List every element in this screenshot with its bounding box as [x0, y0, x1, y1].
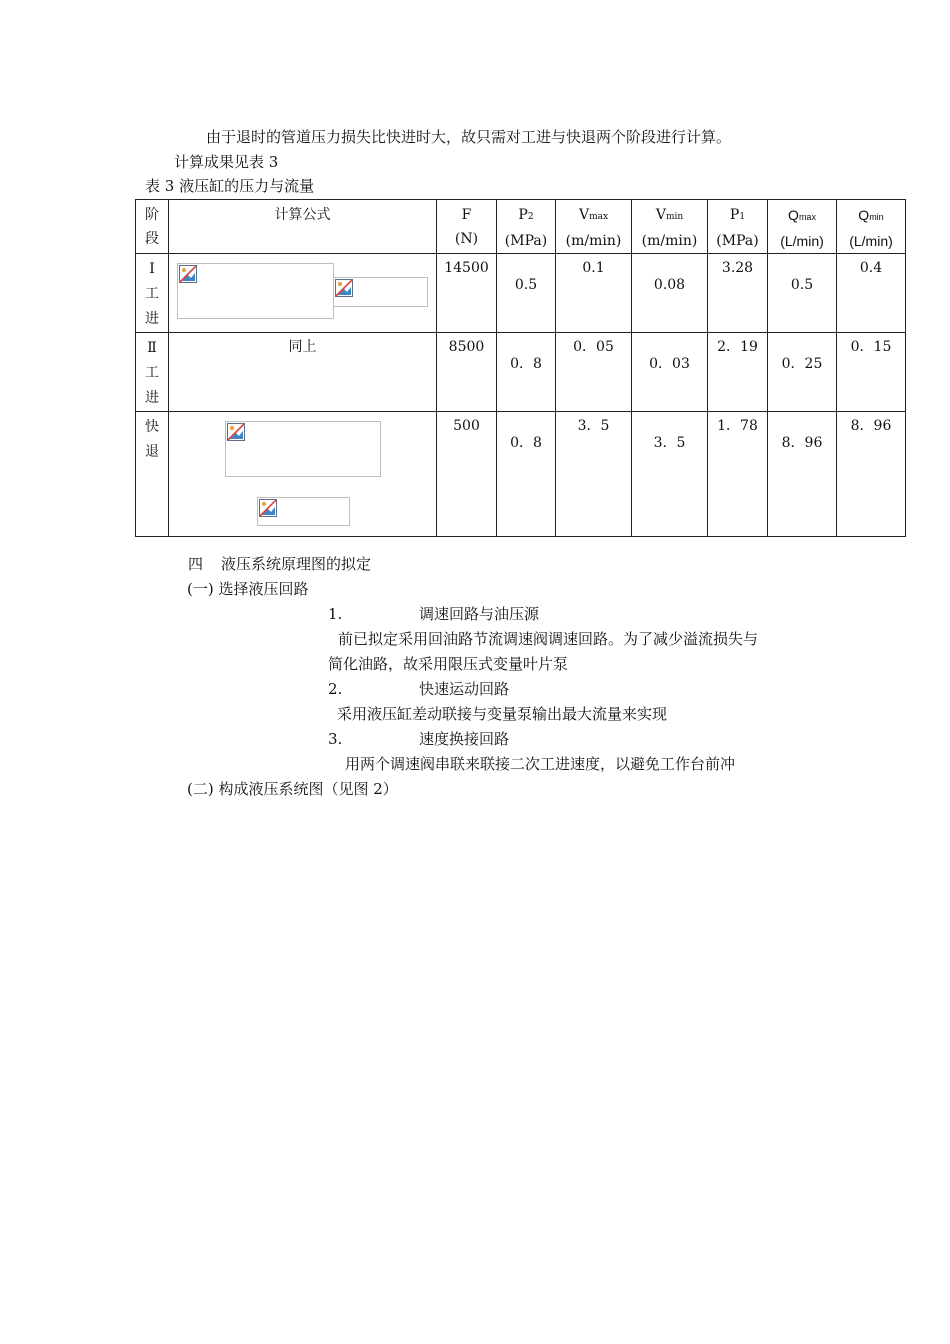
row2-stage-a: Ⅱ: [147, 340, 157, 356]
row1-qmax-value: 0.5: [790, 277, 814, 293]
header-vmax-unit: (m/min): [565, 233, 622, 249]
header-qmax-label: Q: [788, 207, 799, 223]
list-item-number: 1.: [328, 605, 343, 623]
row3-p2-value: 0．8: [510, 435, 542, 451]
row3-f-value: 500: [453, 418, 480, 434]
formula-image-frame: [333, 277, 428, 307]
row3-vmin: [632, 412, 708, 537]
row2-p1: [708, 333, 768, 412]
header-qmin-label: Q: [858, 207, 870, 223]
row2-f-value: 8500: [448, 339, 485, 355]
row3-vmax-value: 3．5: [577, 418, 610, 434]
row1-p2-value: 0.5: [514, 277, 538, 293]
header-p2: [497, 200, 556, 254]
row1-f: [437, 254, 497, 333]
header-p1-sub: 1: [739, 212, 746, 222]
section-heading-number: 四: [188, 555, 204, 573]
table-caption: 表 3 液压缸的压力与流量: [145, 177, 315, 195]
row3-qmin: [837, 412, 906, 537]
row1-stage-c: 进: [145, 311, 159, 327]
row3-vmin-value: 3．5: [653, 435, 686, 451]
header-vmax-label: V: [578, 207, 590, 223]
row2-vmax-value: 0．05: [573, 339, 614, 355]
header-p1: [708, 200, 768, 254]
row3-p1-value: 1．78: [717, 418, 758, 434]
row3-qmin-value: 8．96: [850, 418, 892, 434]
row1-p1: [708, 254, 768, 333]
list-item-number: 2.: [328, 680, 343, 698]
table-row: [136, 254, 906, 333]
row1-qmin-value: 0.4: [859, 260, 883, 276]
row2-vmin-value: 0．03: [649, 356, 690, 372]
header-vmin: [632, 200, 708, 254]
row1-stage-b: 工: [145, 286, 159, 302]
row1-vmax-value: 0.1: [582, 260, 605, 276]
header-qmax: [768, 200, 837, 254]
row1-vmin: [632, 254, 708, 333]
row2-stage: [136, 333, 169, 412]
header-p2-sub: 2: [527, 212, 534, 222]
list-item-body: 前已拟定采用回油路节流调速阀调速回路。为了减少溢流损失与: [338, 630, 759, 648]
row2-formula-text: 同上: [288, 339, 317, 355]
table-row: [136, 412, 906, 537]
row2-vmin: [632, 333, 708, 412]
section-heading: 液压系统原理图的拟定: [221, 555, 372, 573]
row3-stage-a: 快: [145, 419, 159, 435]
list-item-title: 调速回路与油压源: [419, 605, 540, 623]
row2-qmax-value: 0．25: [781, 356, 823, 372]
list-item-title: 快速运动回路: [419, 680, 510, 698]
table-row: [136, 333, 906, 412]
header-qmax-unit: (L/min): [780, 233, 824, 249]
header-p2-label: P: [518, 207, 528, 223]
formula-image-frame: [225, 421, 381, 477]
header-f-unit: (N): [454, 231, 479, 247]
row2-p2: [497, 333, 556, 412]
header-p1-unit: (MPa): [716, 233, 759, 249]
row3-qmax-value: 8．96: [781, 435, 823, 451]
broken-image-icon: [335, 279, 353, 297]
header-p2-unit: (MPa): [504, 233, 548, 249]
header-f-label: F: [461, 207, 472, 223]
row2-qmin-value: 0．15: [850, 339, 892, 355]
row3-f: [437, 412, 497, 537]
row1-vmax: [556, 254, 632, 333]
row3-stage-b: 退: [145, 444, 159, 460]
header-vmin-unit: (m/min): [641, 233, 698, 249]
table-header-row: [136, 200, 906, 254]
broken-image-icon: [179, 265, 197, 283]
row1-formula: [169, 254, 437, 333]
row3-formula: [169, 412, 437, 537]
row1-f-value: 14500: [444, 260, 489, 276]
list-item-body: 采用液压缸差动联接与变量泵输出最大流量来实现: [337, 705, 668, 723]
header-stage-a: 阶: [145, 207, 159, 223]
row1-p2: [497, 254, 556, 333]
row1-p1-value: 3.28: [721, 260, 754, 276]
broken-image-icon: [227, 423, 245, 441]
row3-p1: [708, 412, 768, 537]
list-item-title: 速度换接回路: [419, 730, 510, 748]
header-formula: [169, 200, 437, 254]
header-vmin-sub: min: [665, 212, 684, 222]
row2-p1-value: 2．19: [717, 339, 758, 355]
list-item-body: 简化油路，故采用限压式变量叶片泵: [328, 655, 569, 673]
row2-stage-c: 进: [145, 390, 159, 406]
intro-line-1: 由于退时的管道压力损失比快进时大，故只需对工进与快退两个阶段进行计算。: [206, 128, 732, 146]
row3-p2: [497, 412, 556, 537]
formula-image-frame: [177, 263, 334, 319]
row2-qmax: [768, 333, 837, 412]
row3-qmax: [768, 412, 837, 537]
header-formula-label: 计算公式: [274, 207, 331, 223]
row2-f: [437, 333, 497, 412]
row1-qmin: [837, 254, 906, 333]
header-stage-b: 段: [145, 231, 159, 247]
subsection-1-heading: (一) 选择液压回路: [187, 580, 309, 598]
list-item-body: 用两个调速阀串联来联接二次工进速度，以避免工作台前冲: [345, 755, 736, 773]
calc-table: [135, 199, 906, 537]
broken-image-icon: [259, 499, 277, 517]
row2-p2-value: 0．8: [510, 356, 542, 372]
header-qmax-sub: max: [798, 212, 816, 222]
header-qmin: [837, 200, 906, 254]
header-stage: [136, 200, 169, 254]
header-p1-label: P: [729, 207, 740, 223]
row1-vmin-value: 0.08: [653, 277, 686, 293]
row3-stage: [136, 412, 169, 537]
row1-stage-a: Ⅰ: [149, 261, 155, 277]
header-qmin-unit: (L/min): [849, 233, 893, 249]
row2-formula: [169, 333, 437, 412]
header-qmin-sub: min: [869, 212, 884, 222]
row2-qmin: [837, 333, 906, 412]
header-vmax-sub: max: [589, 212, 609, 222]
header-f: [437, 200, 497, 254]
subsection-2-heading: (二) 构成液压系统图（见图 2）: [187, 780, 398, 798]
row2-stage-b: 工: [145, 365, 159, 381]
header-vmin-label: V: [655, 207, 666, 223]
formula-image-frame: [257, 497, 350, 526]
row1-qmax: [768, 254, 837, 333]
intro-line-2: 计算成果见表 3: [174, 153, 279, 171]
row2-vmax: [556, 333, 632, 412]
header-vmax: [556, 200, 632, 254]
list-item-number: 3.: [328, 730, 343, 748]
row1-stage: [136, 254, 169, 333]
row3-vmax: [556, 412, 632, 537]
